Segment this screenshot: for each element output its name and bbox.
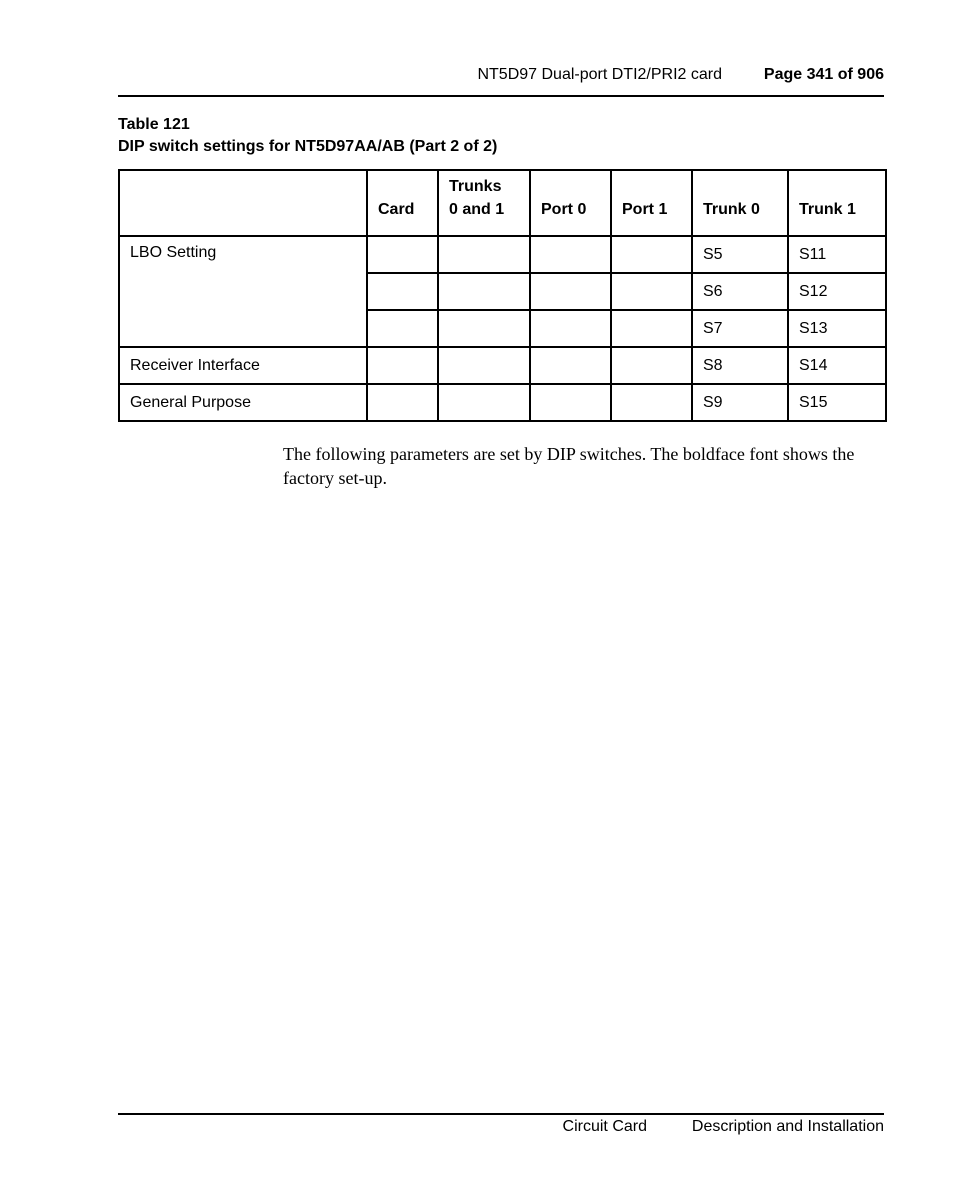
table-row <box>119 347 886 384</box>
cell-trunk0: S5 <box>692 236 788 273</box>
header-port-0: Port 0 <box>530 170 611 236</box>
row-label-receiver-interface: Receiver Interface <box>119 347 367 384</box>
cell-trunk1: S14 <box>788 347 886 384</box>
footer-rule <box>118 1113 884 1115</box>
dip-switch-table <box>118 169 887 422</box>
table-number: Table 121 <box>118 116 190 133</box>
page-footer <box>118 1118 884 1140</box>
table-row <box>119 384 886 421</box>
header-trunk-0: Trunk 0 <box>692 170 788 236</box>
cell-trunk0: S7 <box>692 310 788 347</box>
header-port-1: Port 1 <box>611 170 692 236</box>
document-title: NT5D97 Dual-port DTI2/PRI2 card <box>477 66 722 83</box>
cell-trunk1: S15 <box>788 384 886 421</box>
footer-right-text: Description and Installation <box>691 1118 884 1135</box>
cell-trunk0: S8 <box>692 347 788 384</box>
table-row <box>119 236 886 273</box>
header-trunk-1: Trunk 1 <box>788 170 886 236</box>
page-header <box>118 66 884 86</box>
table-title: DIP switch settings for NT5D97AA/AB (Part 2 of 2) <box>118 138 498 155</box>
header-rule <box>118 95 884 97</box>
footer-left-text: Circuit Card <box>562 1118 647 1135</box>
header-blank <box>119 170 367 236</box>
header-trunks-0-and-1: Trunks 0 and 1 <box>438 170 530 236</box>
row-label-general-purpose: General Purpose <box>119 384 367 421</box>
cell-trunk1: S13 <box>788 310 886 347</box>
cell-trunk1: S11 <box>788 236 886 273</box>
page-number: Page 341 of 906 <box>763 66 884 83</box>
cell-trunk0: S9 <box>692 384 788 421</box>
table-header-row <box>119 170 886 236</box>
body-paragraph: The following parameters are set by DIP switches. The boldface font shows the factory set-up. <box>283 444 855 488</box>
header-card: Card <box>367 170 438 236</box>
cell-trunk0: S6 <box>692 273 788 310</box>
row-label-lbo-setting: LBO Setting <box>119 236 367 347</box>
cell-trunk1: S12 <box>788 273 886 310</box>
table-caption <box>118 114 497 158</box>
